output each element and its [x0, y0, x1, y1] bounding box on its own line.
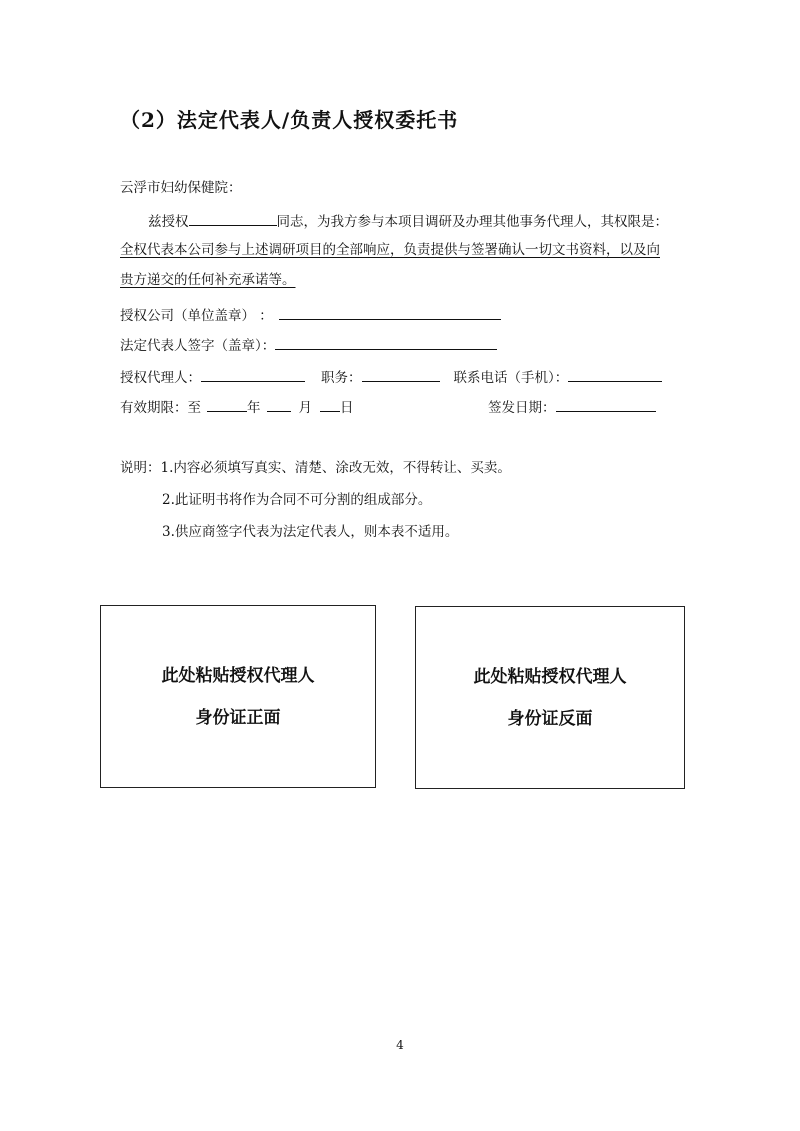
page-number: 4 [396, 1038, 404, 1052]
issue-date-field[interactable] [556, 397, 656, 412]
authorization-prefix: 兹授权 [148, 214, 189, 230]
position-field[interactable] [362, 367, 440, 382]
scope-line-1: 全权代表本公司参与上述调研项目的全部响应，负责提供与签署确认一切文书资料，以及向 [120, 242, 660, 258]
phone-field[interactable] [568, 367, 662, 382]
page-title: （2）法定代表人/负责人授权委托书 [120, 108, 459, 132]
validity-row [120, 397, 354, 417]
company-label: 授权公司（单位盖章） ： [120, 308, 273, 324]
notes-row-1 [120, 459, 511, 477]
authorization-suffix: 同志，为我方参与本项目调研及办理其他事务代理人，其权限是： [276, 214, 668, 230]
issue-date-row [488, 397, 656, 417]
legal-rep-row [120, 335, 497, 355]
day-field[interactable] [320, 397, 340, 412]
agent-name-field[interactable] [189, 211, 277, 226]
id-back-paste-box [415, 606, 685, 789]
company-row [120, 305, 501, 325]
note-item: 3.供应商签字代表为法定代表人，则本表不适用。 [162, 524, 459, 540]
agent-field[interactable] [201, 367, 305, 382]
scope-line-2: 贵方递交的任何补充承诺等。 [120, 272, 296, 288]
legal-rep-label: 法定代表人签字（盖章）： [120, 338, 276, 354]
issue-date-label: 签发日期： [488, 400, 556, 416]
id-front-line-1: 此处粘贴授权代理人 [161, 665, 315, 686]
month-label: 月 [298, 400, 312, 416]
year-label: 年 [247, 400, 261, 416]
legal-rep-signature-field[interactable] [275, 335, 497, 350]
authorization-line [148, 211, 668, 231]
agent-label: 授权代理人： [120, 370, 201, 386]
notes-label: 说明： [120, 460, 161, 476]
id-front-line-2: 身份证正面 [195, 707, 281, 728]
note-item: 2.此证明书将作为合同不可分割的组成部分。 [162, 492, 432, 508]
id-back-line-1: 此处粘贴授权代理人 [473, 666, 627, 687]
day-label: 日 [340, 400, 354, 416]
phone-label: 联系电话（手机）： [453, 370, 569, 386]
addressee: 云浮市妇幼保健院： [120, 180, 242, 196]
position-label: 职务： [321, 370, 362, 386]
id-back-line-2: 身份证反面 [507, 708, 593, 729]
month-field[interactable] [267, 397, 291, 412]
validity-label: 有效期限：至 [120, 400, 201, 416]
note-item: 1.内容必须填写真实、清楚、涂改无效，不得转让、买卖。 [160, 460, 511, 476]
company-seal-field[interactable] [279, 305, 501, 320]
year-field[interactable] [207, 397, 247, 412]
id-front-paste-box [100, 605, 376, 788]
agent-row [120, 367, 662, 387]
